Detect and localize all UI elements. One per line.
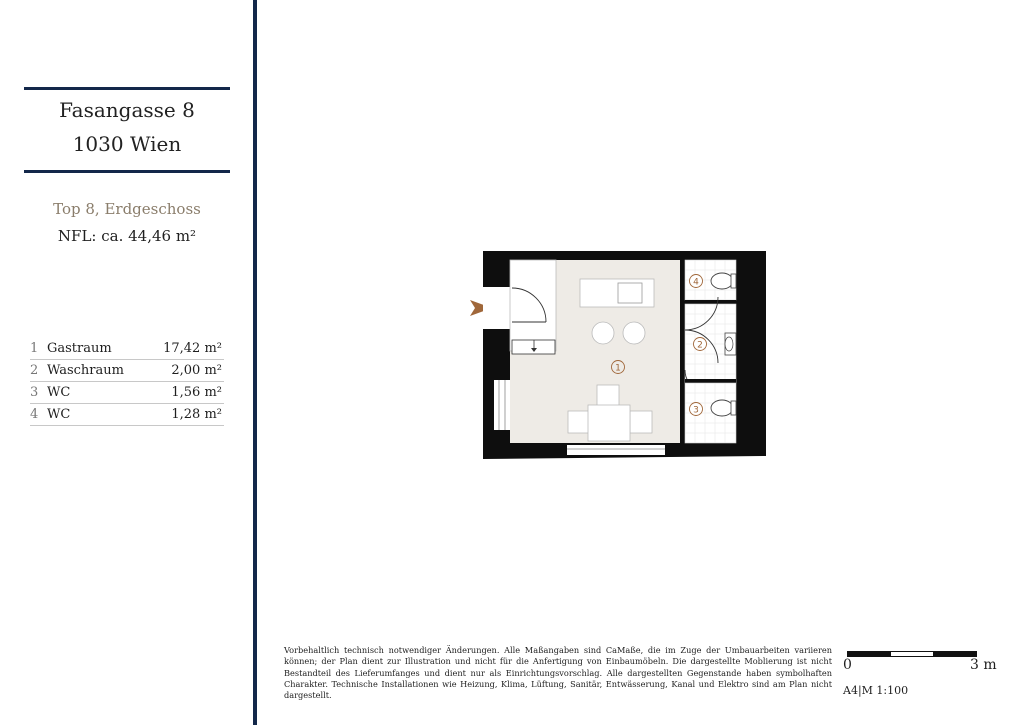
chair	[597, 385, 619, 407]
room-row	[30, 338, 224, 360]
room-area: 2,00 m²	[171, 363, 222, 378]
bottom-rule	[24, 170, 230, 173]
room-number: 4	[30, 407, 39, 422]
top-rule	[24, 87, 230, 90]
room-row	[30, 404, 224, 426]
room-label-3	[690, 403, 703, 416]
toilet-icon	[711, 273, 733, 289]
chair	[630, 411, 652, 433]
room-number: 2	[30, 363, 39, 378]
room-row	[30, 382, 224, 404]
scale-bar	[847, 651, 977, 657]
counter	[580, 279, 654, 307]
interior-wall	[680, 260, 685, 443]
room-name: WC	[47, 407, 71, 422]
address-street: Fasangasse 8	[59, 98, 195, 122]
room-row	[30, 360, 224, 382]
chair	[568, 411, 590, 433]
left-window	[494, 380, 510, 430]
table	[588, 405, 630, 441]
toilet-icon	[711, 400, 733, 416]
unit-name: Top 8, Erdgeschoss	[53, 200, 201, 218]
room-label-1-text: 1	[615, 363, 621, 374]
room-number: 3	[30, 385, 39, 400]
room-label-4-text: 4	[693, 277, 699, 288]
bottom-window	[567, 445, 665, 455]
room-list	[30, 338, 224, 426]
stool	[592, 322, 614, 344]
room-label-3-text: 3	[693, 405, 699, 416]
divider-line	[253, 0, 257, 725]
room-label-4	[690, 275, 703, 288]
disclaimer-text: Vorbehaltlich technisch notwendiger Änderungen. Alle Maßangaben sind CaMaße, die im Zuge der Umbauarbeiten variieren können; der Plan dient zur Illustration und nicht für die Anfertigung von Einbaumöbeln. Die dargestellte Moblierung ist nicht Bestandteil des Lieferumfanges und dient nur als Einrichtungsvorschlag. Alle dargestellten Gegenstande haben symbolhaften Charakter. Technische Installationen wie Heizung, Klima, Lüftung, Sanitär, Entwässerung, Kanal und Elektro sind am Plan nicht dargestellt.	[284, 645, 832, 701]
entry-area	[510, 260, 556, 351]
entrance-opening	[483, 287, 514, 329]
room-area: 17,42 m²	[163, 341, 222, 356]
floor-plan	[470, 245, 780, 467]
room-label-2-text: 2	[697, 340, 703, 351]
room-number: 1	[30, 341, 39, 356]
address-city: 1030 Wien	[72, 132, 182, 156]
room-label-2	[694, 338, 707, 351]
room-area: 1,28 m²	[171, 407, 222, 422]
sink	[618, 283, 642, 303]
stool	[623, 322, 645, 344]
room-area: 1,56 m²	[171, 385, 222, 400]
scale-start-label: 0	[843, 657, 852, 673]
room-name: Gastraum	[47, 341, 112, 356]
room-name: Waschraum	[47, 363, 124, 378]
unit-area: NFL: ca. 44,46 m²	[57, 227, 197, 245]
scale-end-label: 3 m	[970, 657, 997, 673]
room-name: WC	[47, 385, 71, 400]
scale-format-label: A4|M 1:100	[843, 684, 909, 697]
